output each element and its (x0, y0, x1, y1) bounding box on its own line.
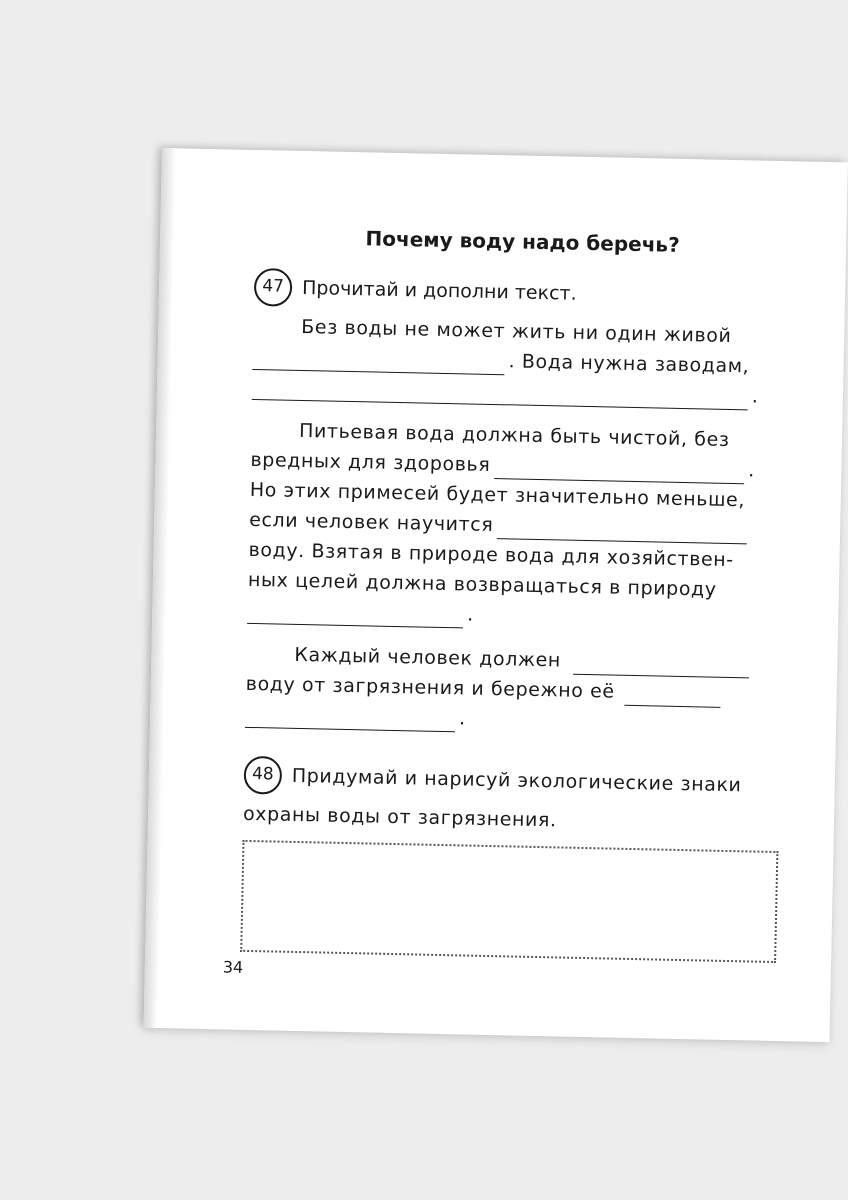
task-47-number: 47 (254, 268, 293, 307)
text-fragment: Без воды не может жить ни один живой (301, 316, 732, 348)
text-fragment: ных целей должна возвращаться в природу (247, 569, 717, 602)
task-48-line-2: охраны воды от загрязнения. (242, 803, 557, 832)
task-48-number: 48 (243, 756, 282, 795)
text-fragment: если человек научится (248, 509, 494, 537)
text-fragment: . Вода нужна заводам, (508, 350, 750, 378)
workbook-page (144, 148, 848, 1042)
answer-blank[interactable] (245, 709, 455, 732)
drawing-area[interactable] (240, 840, 778, 963)
answer-blank[interactable] (624, 687, 720, 708)
task-47-paragraph-1 (252, 310, 789, 411)
page-number: 34 (222, 957, 244, 977)
text-fragment: вредных для здоровья (250, 449, 491, 477)
text-fragment: . (751, 385, 759, 408)
task-47-paragraph-2 (247, 414, 786, 635)
text-fragment: . (458, 707, 466, 730)
task-47-paragraph-3 (245, 638, 782, 739)
task-47-instruction: Прочитай и дополни текст. (301, 276, 577, 305)
text-fragment: воду. Взятая в природе вода для хозяйствен- (248, 539, 734, 572)
text-fragment: Каждый человек должен (294, 644, 562, 672)
text-fragment: Но этих примесей будет значительно меньше, (249, 479, 746, 512)
text-line (243, 798, 779, 839)
page-content (240, 222, 790, 963)
task-48-line-1: Придумай и нарисуй экологические знаки (291, 764, 742, 796)
answer-blank[interactable] (573, 656, 749, 679)
text-fragment: . (467, 603, 475, 627)
page-title: Почему воду надо беречь? (365, 226, 680, 257)
text-fragment: Питьевая вода должна быть чистой, без (298, 420, 730, 452)
text-fragment: . (748, 459, 756, 482)
text-fragment: воду от загрязнения и бережно её (245, 673, 615, 704)
task-47-header (254, 268, 790, 317)
answer-blank[interactable] (252, 381, 748, 410)
page-binding-shadow (144, 148, 176, 1028)
answer-blank[interactable] (247, 605, 463, 629)
